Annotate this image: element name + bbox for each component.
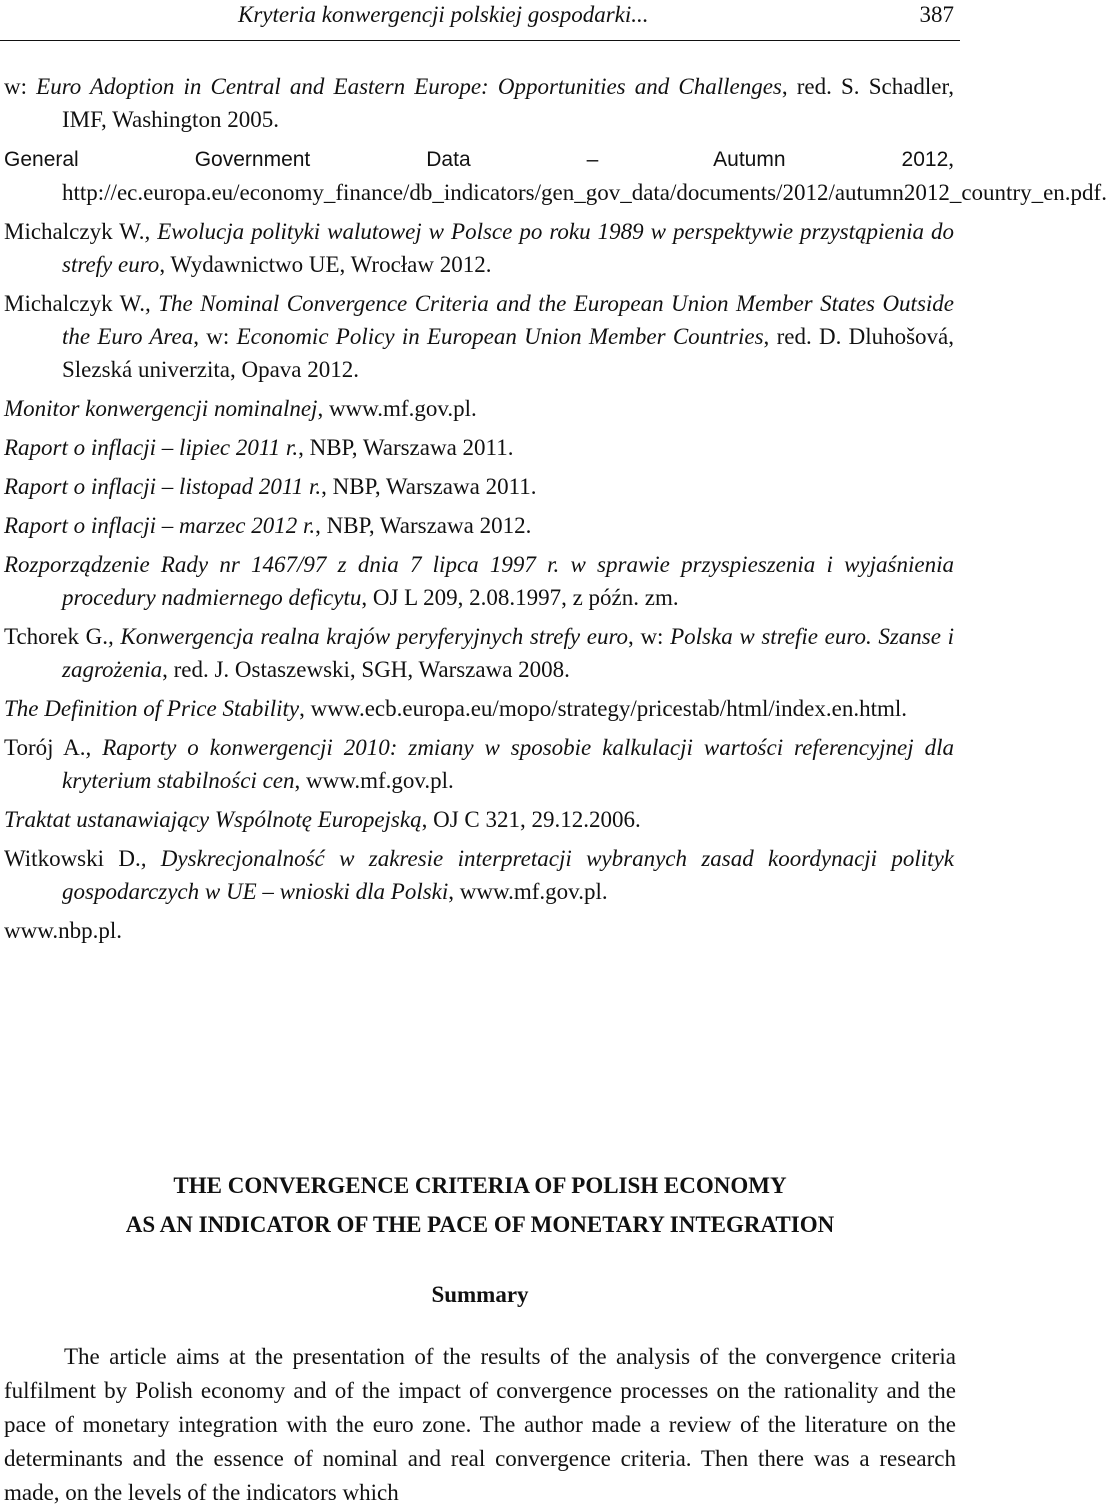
bibliography-entry: [4, 620, 954, 686]
summary-heading: Summary: [431, 1282, 529, 1307]
entry-text-segment: , Ewolucja polityki walutowej w Polsce po roku 1989 w perspektywie przystąpienia do strefy euro: [62, 219, 954, 277]
entry-text-segment: , Wydawnictwo UE, Wrocław 2012.: [159, 252, 492, 277]
entry-text-segment: Torój A.: [4, 735, 86, 760]
bibliography-entry: [4, 392, 954, 425]
entry-text-segment: Traktat ustanawiający Wspólnotę Europejską: [4, 807, 422, 832]
entry-text-segment: , www.mf.gov.pl.: [294, 768, 454, 793]
summary-paragraph: The article aims at the presentation of the results of the analysis of the convergence criteria fulfilment by Polish economy and of the impact of convergence processes on the rationality and the pace of monetary integration with the euro zone. The author made a review of the literature on the determinants and the essence of nominal and real convergence criteria. Then there was a research made, on the levels of the indicators which: [4, 1344, 956, 1505]
bibliography-entry: [4, 142, 1107, 209]
bibliography-entry: [4, 842, 954, 908]
entry-text-segment: , NBP, Warszawa 2012.: [315, 513, 532, 538]
running-title: Kryteria konwergencji polskiej gospodarki...: [238, 2, 649, 27]
page-number: 387: [919, 2, 954, 27]
bibliography-entry: [4, 692, 954, 725]
entry-text-segment: General Government Data – Autumn 2012: [4, 148, 949, 171]
entry-text-segment: w:: [4, 74, 37, 99]
entry-text-segment: , w:: [628, 624, 671, 649]
entry-text-segment: The Definition of Price Stability: [4, 696, 300, 721]
entry-text-segment: , Dyskrecjonalność w zakresie interpretacji wybranych zasad koordynacji polityk gospodarczych w UE – wnioski dla Polski: [62, 846, 954, 904]
bibliography-entry: [4, 70, 954, 136]
entry-text-segment: , red. D. Dluhošová, Slezská univerzita, Opava 2012.: [62, 324, 955, 382]
entry-text-segment: , http://ec.europa.eu/economy_finance/db_indicators/gen_gov_data/documents/2012/autumn2012_country_en.pdf.: [62, 146, 1107, 205]
bibliography-entry: [4, 215, 954, 281]
entry-text-segment: Raport o inflacji – marzec 2012 r.: [4, 513, 316, 538]
entry-text-segment: , www.ecb.europa.eu/mopo/strategy/pricestab/html/index.en.html.: [299, 696, 907, 721]
article-title: [0, 1166, 960, 1244]
bibliography-entry: [4, 914, 954, 947]
entry-text-segment: Witkowski D.: [4, 846, 141, 871]
entry-text-segment: , www.mf.gov.pl.: [448, 879, 608, 904]
bibliography-entry: [4, 509, 954, 542]
article-title-line-1: THE CONVERGENCE CRITERIA OF POLISH ECONOMY: [173, 1173, 787, 1198]
article-title-line-2: AS AN INDICATOR OF THE PACE OF MONETARY INTEGRATION: [125, 1212, 835, 1237]
entry-text-segment: Raport o inflacji – listopad 2011 r.: [4, 474, 322, 499]
entry-text-segment: www.nbp.pl.: [4, 918, 122, 943]
entry-text-segment: , red. J. Ostaszewski, SGH, Warszawa 2008.: [162, 657, 570, 682]
entry-text-segment: , Raporty o konwergencji 2010: zmiany w sposobie kalkulacji wartości referencyjnej dla kryterium stabilności cen: [62, 735, 954, 793]
bibliography-entry: [4, 731, 954, 797]
entry-text-segment: Rozporządzenie Rady nr 1467/97 z dnia 7 lipca 1997 r. w sprawie przyspieszenia i wyjaśnienia procedury nadmiernego deficytu: [4, 552, 954, 610]
entry-text-segment: Michalczyk W.: [4, 291, 145, 316]
bibliography-entry: [4, 548, 954, 614]
running-header: [0, 0, 960, 41]
entry-text-segment: Economic Policy in European Union Member Countries: [236, 324, 764, 349]
bibliography-entry: [4, 470, 954, 503]
entry-text-segment: , NBP, Warszawa 2011.: [298, 435, 514, 460]
entry-text-segment: , w:: [193, 324, 237, 349]
bibliography-list: [4, 70, 1107, 953]
entry-text-segment: , Konwergencja realna krajów peryferyjnych strefy euro: [108, 624, 629, 649]
entry-text-segment: Tchorek G.: [4, 624, 109, 649]
entry-text-segment: Michalczyk W.: [4, 219, 145, 244]
entry-text-segment: Raport o inflacji – lipiec 2011 r.: [4, 435, 299, 460]
entry-text-segment: , NBP, Warszawa 2011.: [321, 474, 537, 499]
entry-text-segment: , OJ L 209, 2.08.1997, z późn. zm.: [361, 585, 679, 610]
entry-text-segment: Polska w strefie euro. Szanse i zagrożenia: [62, 624, 954, 682]
bibliography-entry: [4, 287, 954, 386]
entry-text-segment: Monitor konwergencji nominalnej: [4, 396, 318, 421]
entry-text-segment: , The Nominal Convergence Criteria and the European Union Member States Outside the Euro Area: [62, 291, 954, 349]
bibliography-entry: [4, 803, 954, 836]
entry-text-segment: Euro Adoption in Central and Eastern Europe: Opportunities and Challenges: [36, 74, 782, 99]
entry-text-segment: , red. S. Schadler, IMF, Washington 2005.: [62, 74, 954, 132]
bibliography-entry: [4, 431, 954, 464]
entry-text-segment: , www.mf.gov.pl.: [317, 396, 477, 421]
entry-text-segment: , OJ C 321, 29.12.2006.: [421, 807, 641, 832]
